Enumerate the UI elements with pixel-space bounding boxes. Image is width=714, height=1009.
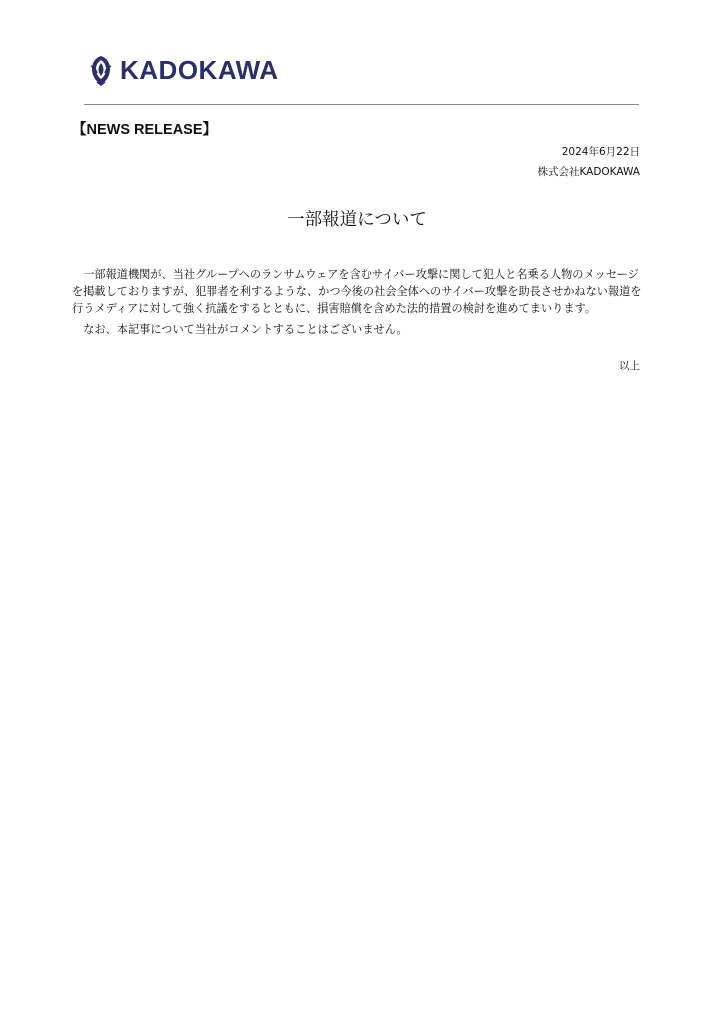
- body-paragraph: 一部報道機関が、当社グループへのランサムウェアを含むサイバー攻撃に関して犯人と名乗る人物のメッセージを掲載しておりますが、犯罪者を利するような、かつ今後の社会全体へのサイバー攻撃を助長させかねない報道を行うメディアに対して強く抗議をするとともに、損害賠償を含めた法的措置の検討を進めてまいります。: [72, 268, 642, 315]
- news-release-label: 【NEWS RELEASE】: [72, 122, 218, 138]
- document-title: 一部報道について: [287, 210, 427, 230]
- company-header: [88, 50, 279, 90]
- company-logo-text: KADOKAWA: [120, 54, 279, 85]
- closing-mark: 以上: [619, 360, 640, 372]
- body-paragraph: なお、本記事について当社がコメントすることはございません。: [83, 323, 408, 336]
- document-body: [72, 266, 644, 338]
- kadokawa-phoenix-icon: [88, 54, 114, 86]
- header-divider: [84, 104, 639, 105]
- release-date: 2024年6月22日: [561, 146, 640, 158]
- company-name: 株式会社KADOKAWA: [537, 166, 640, 178]
